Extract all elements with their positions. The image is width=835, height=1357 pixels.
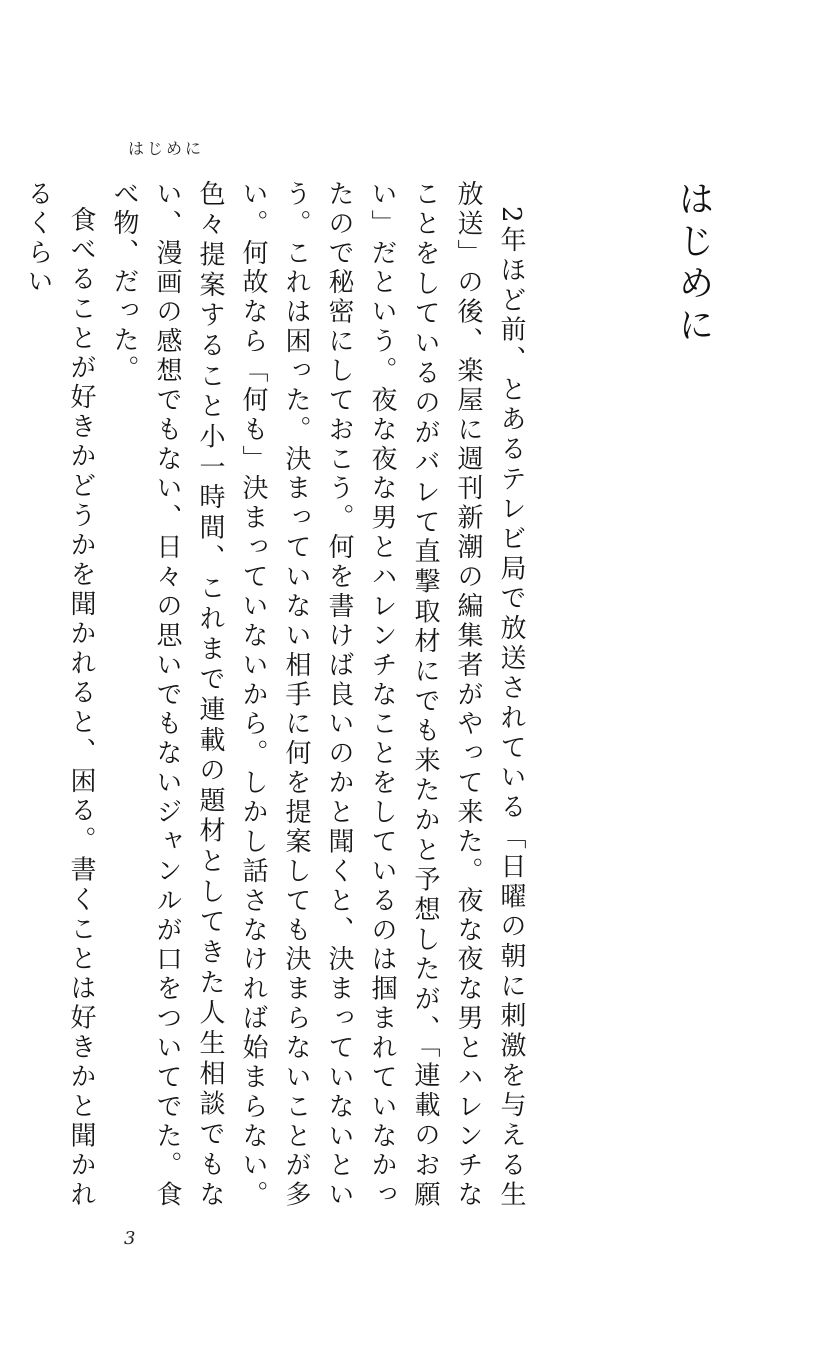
running-head: はじめに: [128, 139, 205, 158]
paragraph-1: 2年ほど前、とあるテレビ局で放送されている「日曜の朝に刺激を与える生放送」の後、楽屋に週刊新潮の編集者がやって来た。夜な夜な男とハレンチなことをしているのがバレて直撃取材にでも来たかと予想したが、「連載のお願い」だという。夜な夜な男とハレンチなことをしているのは掴まれていなかったので秘密にしておこう。何を書けば良いのかと聞くと、決まっていないという。これは困った。決まっていない相手に何を提案しても決まらないことが多い。何故なら「何も」決まっていないから。しかし話さなければ始まらない。色々提案すること小一時間、これまで連載の題材としてきた人生相談でもない、漫画の感想でもない、日々の思いでもないジャンルが口をついてでた。食べ物、だった。: [109, 180, 526, 1210]
body-text: [23, 180, 532, 1210]
page-number: 3: [124, 1228, 136, 1249]
chapter-title: はじめに: [673, 180, 714, 348]
paragraph-2: 食べることが好きかどうかを聞かれると、困る。書くことは好きかと聞かれるくらい: [23, 180, 96, 1210]
